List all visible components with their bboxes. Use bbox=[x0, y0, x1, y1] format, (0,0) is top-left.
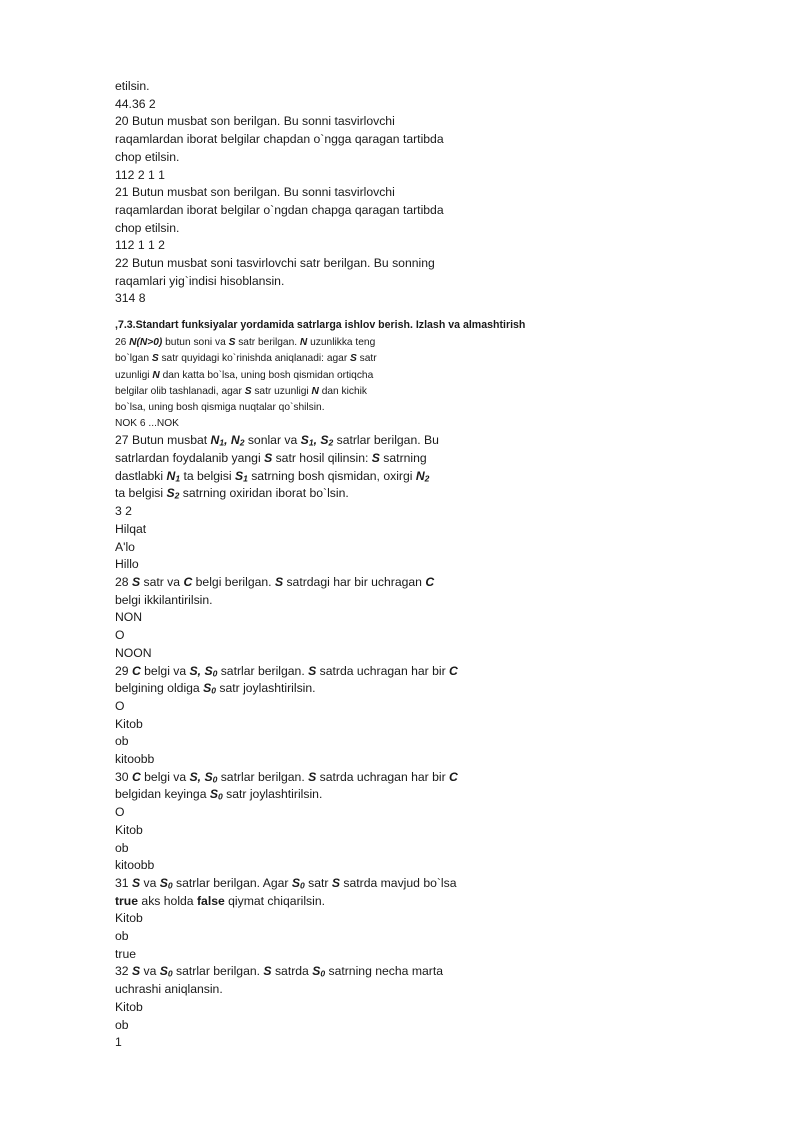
example-line: 112 1 1 2 bbox=[115, 238, 165, 253]
task-27-line: dastlabki $N_1$ ta belgisi $S_1$ satrning bosh qismidan, oxirgi $N_2$ bbox=[115, 468, 430, 484]
task-31-line: 31 S va $S_0$ satrlar berilgan. Agar $S_0$ satr S satrda mavjud bo`lsa bbox=[115, 875, 457, 891]
example-line: Kitob bbox=[115, 822, 143, 837]
task-26-line: uzunligi N dan katta bo`lsa, uning bosh qismidan ortiqcha bbox=[115, 369, 374, 381]
example-line: 44.36 2 bbox=[115, 96, 156, 111]
example-line: ob bbox=[115, 929, 129, 944]
example-line: Kitob bbox=[115, 716, 143, 731]
example-line: O bbox=[115, 698, 125, 713]
example-line: kitoobb bbox=[115, 752, 155, 767]
task-21-line: raqamlardan iborat belgilar o`ngdan chapga qaragan tartibda bbox=[115, 202, 444, 217]
task-22-line: 22 Butun musbat soni tasvirlovchi satr berilgan. Bu sonning bbox=[115, 256, 435, 271]
task-29-line: belgining oldiga $S_0$ satr joylashtirilsin. bbox=[115, 681, 316, 696]
example-line: ob bbox=[115, 734, 129, 749]
task-30-line: 30 C belgi va S, $S_0$ satrlar berilgan. S satrda uchragan har bir C bbox=[115, 769, 458, 784]
task-26-line: 26 N(N>0) butun soni va S satr berilgan. N uzunlikka teng bbox=[115, 337, 376, 349]
task-26-line: bo`lsa, uning bosh qismiga nuqtalar qo`shilsin. bbox=[115, 401, 325, 413]
example-line: O bbox=[115, 628, 125, 643]
text-line: etilsin. bbox=[115, 79, 150, 93]
example-line: NOON bbox=[115, 645, 152, 660]
example-line: ob bbox=[115, 1017, 129, 1032]
task-21-line: chop etilsin. bbox=[115, 220, 180, 235]
task-20-line: 20 Butun musbat son berilgan. Bu sonni tasvirlovchi bbox=[115, 114, 395, 129]
task-28-line: 28 S satr va C belgi berilgan. S satrdagi har bir uchragan C bbox=[115, 574, 435, 589]
example-line: A'lo bbox=[115, 539, 135, 554]
example-line: true bbox=[115, 946, 137, 961]
example-line: Kitob bbox=[115, 999, 143, 1014]
task-27-line: ta belgisi $S_2$ satrning oxiridan iborat bo`lsin. bbox=[115, 486, 349, 501]
example-line: Hilqat bbox=[115, 521, 147, 536]
task-20-line: chop etilsin. bbox=[115, 149, 180, 164]
task-27-line: 27 Butun musbat $N_1$, $N_2$ sonlar va $S_1$, $S_2$ satrlar berilgan. Bu bbox=[115, 433, 439, 448]
task-28-line: belgi ikkilantirilsin. bbox=[115, 592, 213, 607]
task-20-line: raqamlardan iborat belgilar chapdan o`ngga qaragan tartibda bbox=[115, 132, 444, 147]
task-32-line: uchrashi aniqlansin. bbox=[115, 982, 223, 997]
task-30-line: belgidan keyinga $S_0$ satr joylashtirilsin. bbox=[115, 787, 323, 802]
task-21-line: 21 Butun musbat son berilgan. Bu sonni tasvirlovchi bbox=[115, 185, 395, 200]
task-31-line: true aks holda false qiymat chiqarilsin. bbox=[115, 893, 326, 908]
task-26-line: belgilar olib tashlanadi, agar S satr uzunligi N dan kichik bbox=[115, 385, 368, 397]
document-page bbox=[115, 78, 535, 1052]
example-line: 1 bbox=[115, 1035, 122, 1050]
example-line: NOK 6 ...NOK bbox=[115, 418, 179, 430]
task-26-line: bo`lgan S satr quyidagi ko`rinishda aniqlanadi: agar S satr bbox=[115, 353, 377, 365]
example-line: ob bbox=[115, 840, 129, 855]
task-22-line: raqamlari yig`indisi hisoblansin. bbox=[115, 273, 285, 288]
example-line: 3 2 bbox=[115, 504, 132, 519]
example-line: kitoobb bbox=[115, 858, 155, 873]
example-line: Kitob bbox=[115, 911, 143, 926]
task-32-line: 32 S va $S_0$ satrlar berilgan. S satrda $S_0$ satrning necha marta bbox=[115, 964, 443, 979]
example-line: NON bbox=[115, 610, 143, 625]
example-line: 314 8 bbox=[115, 291, 146, 306]
task-27-line: satrlardan foydalanib yangi S satr hosil qilinsin: S satrning bbox=[115, 451, 427, 466]
task-29-line: 29 C belgi va S, $S_0$ satrlar berilgan. S satrda uchragan har bir C bbox=[115, 663, 458, 678]
section-heading: ,7.3.Standart funksiyalar yordamida satrlarga ishlov berish. Izlash va almashtirish bbox=[115, 319, 526, 332]
example-line: O bbox=[115, 805, 125, 820]
example-line: 112 2 1 1 bbox=[115, 167, 165, 182]
example-line: Hillo bbox=[115, 557, 139, 572]
